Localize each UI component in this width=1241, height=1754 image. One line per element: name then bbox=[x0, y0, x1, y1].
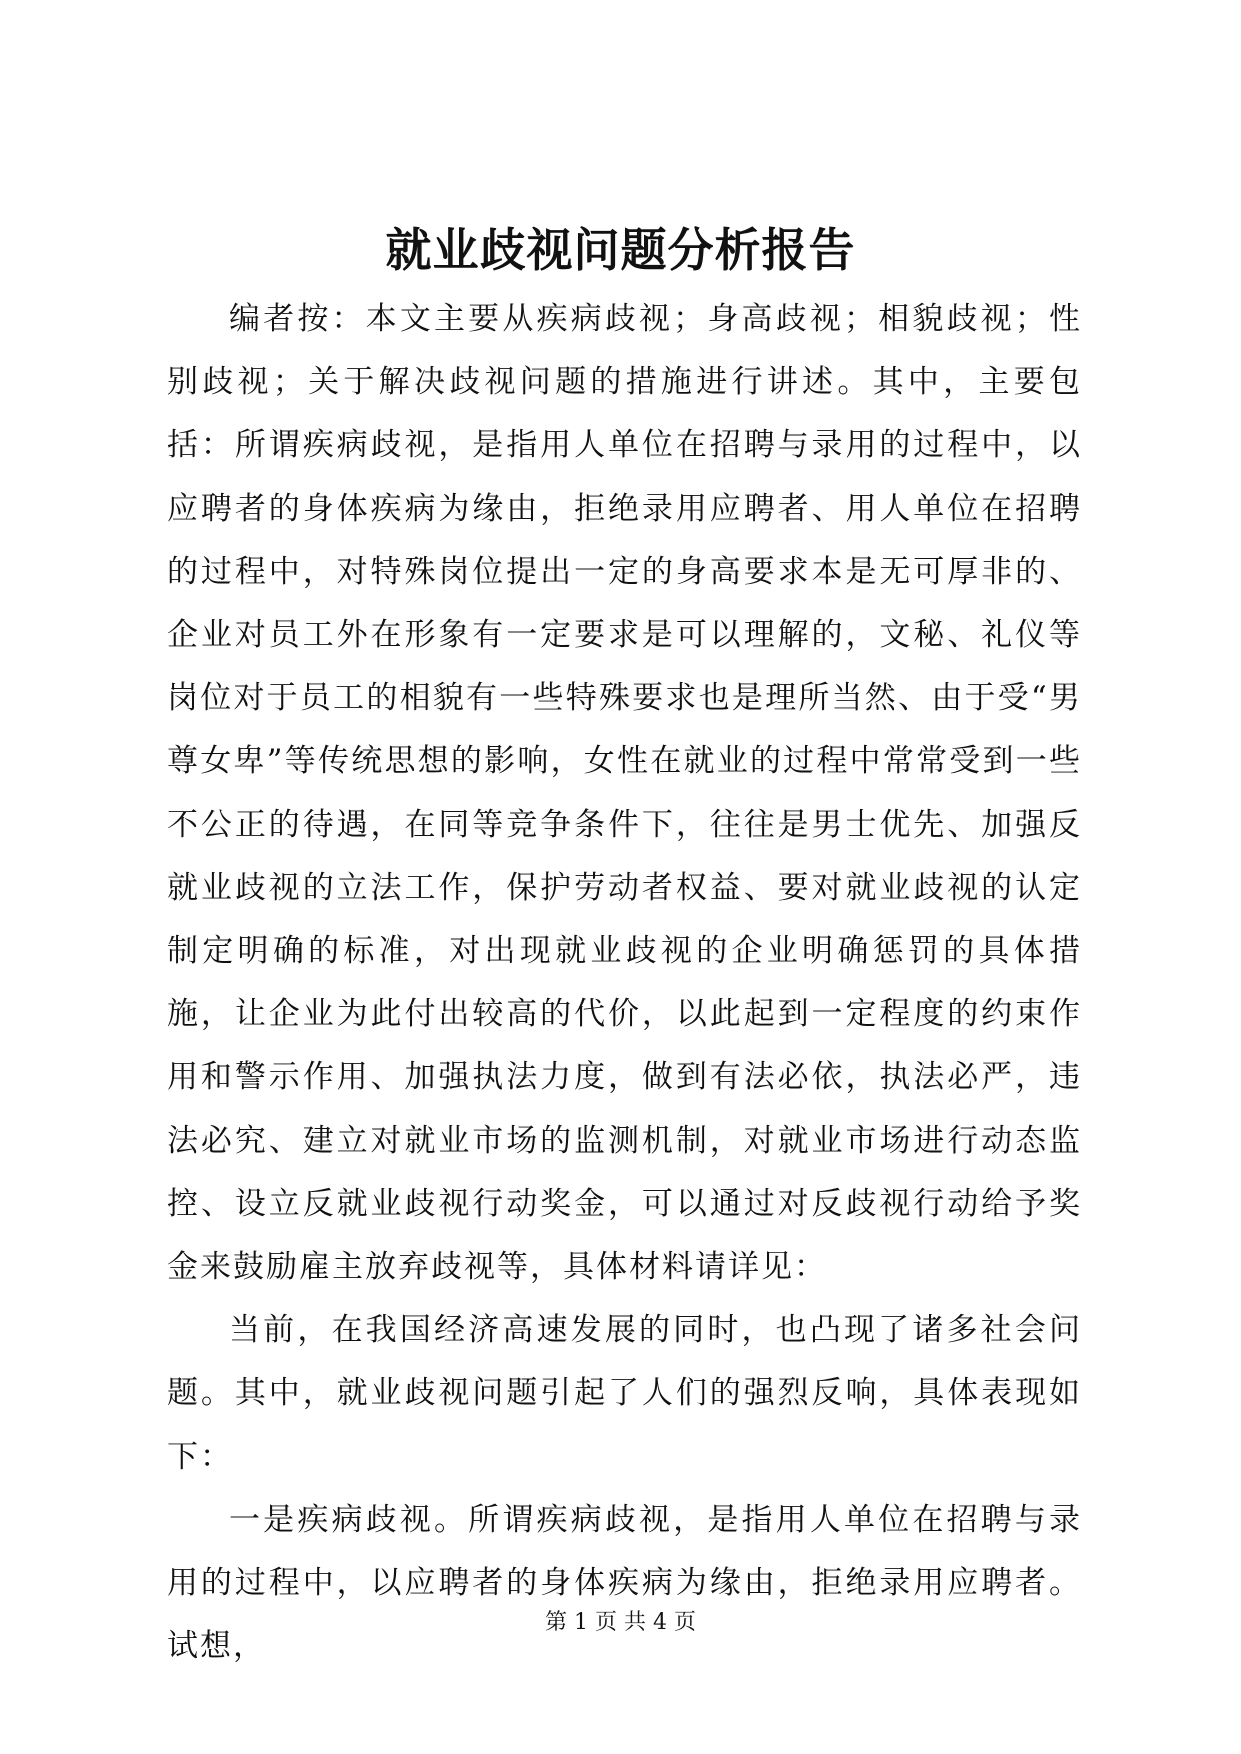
paragraph-disease-discrimination: 一是疾病歧视。所谓疾病歧视，是指用人单位在招聘与录用的过程中，以应聘者的身体疾病为缘由，拒绝录用应聘者。试想， bbox=[167, 1501, 1082, 1665]
document-title: 就业歧视问题分析报告 bbox=[385, 223, 856, 277]
document-body bbox=[167, 288, 1082, 1678]
paragraph-editor-note: 编者按：本文主要从疾病歧视；身高歧视；相貌歧视；性别歧视；关于解决歧视问题的措施进行讲述。其中，主要包括：所谓疾病歧视，是指用人单位在招聘与录用的过程中，以应聘者的身体疾病为缘由，拒绝录用应聘者、用人单位在招聘的过程中，对特殊岗位提出一定的身高要求本是无可厚非的、企业对员工外在形象有一定要求是可以理解的，文秘、礼仪等岗位对于员工的相貌有一些特殊要求也是理所当然、由于受“男尊女卑”等传统思想的影响，女性在就业的过程中常常受到一些不公正的待遇，在同等竞争条件下，往往是男士优先、加强反就业歧视的立法工作，保护劳动者权益、要对就业歧视的认定制定明确的标准，对出现就业歧视的企业明确惩罚的具体措施，让企业为此付出较高的代价，以此起到一定程度的约束作用和警示作用、加强执法力度，做到有法必依，执法必严，违法必究、建立对就业市场的监测机制，对就业市场进行动态监控、设立反就业歧视行动奖金，可以通过对反歧视行动给予奖金来鼓励雇主放弃歧视等，具体材料请详见： bbox=[167, 301, 1082, 1286]
paragraph-intro: 当前，在我国经济高速发展的同时，也凸现了诸多社会问题。其中，就业歧视问题引起了人们的强烈反响，具体表现如下： bbox=[167, 1312, 1082, 1475]
page-footer: 第 1 页 共 4 页 bbox=[545, 1610, 696, 1635]
